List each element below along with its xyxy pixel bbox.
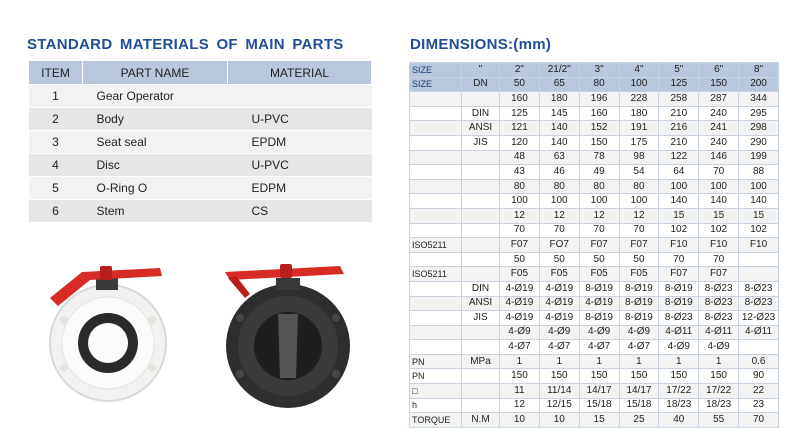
table-row [410, 238, 779, 253]
material [228, 85, 372, 108]
row-sublabel [462, 325, 500, 340]
dimension-cell: 140 [539, 121, 579, 136]
row-label: PN [410, 369, 462, 384]
row-label [410, 179, 462, 194]
dimension-cell: 150 [699, 369, 739, 384]
dimension-cell: 100 [500, 194, 540, 209]
dimension-cell: 80 [619, 179, 659, 194]
row-sublabel [462, 340, 500, 355]
dimension-cell: 8-Ø23 [699, 311, 739, 326]
table-row [410, 165, 779, 180]
dimension-cell: 70 [699, 165, 739, 180]
table-row [410, 77, 779, 92]
dimension-cell: 55 [699, 413, 739, 428]
row-sublabel [462, 398, 500, 413]
dimension-cell: 4-Ø19 [539, 281, 579, 296]
dimension-cell: 140 [739, 194, 779, 209]
dimensions-title: DIMENSIONS:(mm) [410, 36, 552, 53]
dimension-cell: 15/18 [579, 398, 619, 413]
dimension-cell: 8-Ø19 [619, 311, 659, 326]
row-label: ISO5211 [410, 238, 462, 253]
dimension-cell: 1 [500, 354, 540, 369]
dimension-cell: 12/15 [539, 398, 579, 413]
dimension-cell: 14/17 [579, 384, 619, 399]
dimension-cell: 12 [500, 208, 540, 223]
dimension-cell: F07 [659, 267, 699, 282]
table-row [410, 63, 779, 78]
dimension-cell: F05 [539, 267, 579, 282]
row-label [410, 252, 462, 267]
dimension-cell: 12 [619, 208, 659, 223]
table-row [29, 85, 372, 108]
dimension-cell: 4-Ø7 [539, 340, 579, 355]
row-sublabel [462, 369, 500, 384]
dimension-cell: 11/14 [539, 384, 579, 399]
dimension-cell [739, 340, 779, 355]
dimension-cell: 4-Ø7 [619, 340, 659, 355]
dimension-cell: 54 [619, 165, 659, 180]
materials-table [28, 60, 372, 223]
row-sublabel: MPa [462, 354, 500, 369]
dimension-cell: 140 [539, 135, 579, 150]
dimension-cell: 70 [500, 223, 540, 238]
row-label [410, 92, 462, 107]
dimension-cell: 4-Ø11 [699, 325, 739, 340]
dimension-cell: 4-Ø9 [579, 325, 619, 340]
row-sublabel: JIS [462, 311, 500, 326]
dimension-cell: 102 [699, 223, 739, 238]
row-sublabel [462, 238, 500, 253]
dimension-cell: 15/18 [619, 398, 659, 413]
dimension-cell: 120 [500, 135, 540, 150]
dimension-cell: 228 [619, 92, 659, 107]
header-material: MATERIAL [228, 61, 372, 85]
dimension-cell: 12-Ø23 [739, 311, 779, 326]
dimension-cell: 150 [659, 369, 699, 384]
item-number: 5 [29, 177, 83, 200]
dimension-cell: 10 [500, 413, 540, 428]
dimension-cell: 152 [579, 121, 619, 136]
materials-header-row [29, 61, 372, 85]
dimension-cell: 15 [579, 413, 619, 428]
dimension-cell: 4" [619, 63, 659, 78]
dimension-cell: 15 [659, 208, 699, 223]
row-label: □ [410, 384, 462, 399]
dimension-cell: 1 [579, 354, 619, 369]
dimension-cell: 4-Ø9 [699, 340, 739, 355]
item-number: 3 [29, 131, 83, 154]
dimension-cell: 8-Ø23 [739, 281, 779, 296]
dimension-cell: 100 [579, 194, 619, 209]
table-row [410, 121, 779, 136]
white-valve-illustration [50, 266, 166, 401]
row-label: TORQUE [410, 413, 462, 428]
dimension-cell: 70 [659, 252, 699, 267]
dimension-cell: F05 [619, 267, 659, 282]
dimension-cell: 1 [619, 354, 659, 369]
dimension-cell: 290 [739, 135, 779, 150]
dimension-cell: 100 [699, 179, 739, 194]
dimension-cell: 344 [739, 92, 779, 107]
table-row [410, 311, 779, 326]
dimension-cell: 180 [619, 106, 659, 121]
table-row [29, 177, 372, 200]
dimension-cell: 196 [579, 92, 619, 107]
dimension-cell: 100 [619, 77, 659, 92]
dimension-cell: 180 [539, 92, 579, 107]
row-sublabel [462, 384, 500, 399]
dimension-cell: 258 [659, 92, 699, 107]
row-sublabel: DN [462, 77, 500, 92]
row-sublabel [462, 267, 500, 282]
row-label [410, 223, 462, 238]
dimension-cell: 298 [739, 121, 779, 136]
dimension-cell: 8-Ø23 [699, 296, 739, 311]
dimension-cell: 50 [500, 252, 540, 267]
material: U-PVC [228, 108, 372, 131]
row-label: PN [410, 354, 462, 369]
row-sublabel [462, 150, 500, 165]
dimension-cell: 70 [579, 223, 619, 238]
dimension-cell: 122 [659, 150, 699, 165]
dimension-cell: 100 [739, 179, 779, 194]
material: U-PVC [228, 154, 372, 177]
part-name: Stem [83, 200, 228, 223]
dimension-cell [739, 267, 779, 282]
dimension-cell: 22 [739, 384, 779, 399]
dimension-cell: 12 [539, 208, 579, 223]
row-label [410, 194, 462, 209]
dimension-cell: 199 [739, 150, 779, 165]
dimension-cell: 240 [699, 135, 739, 150]
dimension-cell: 78 [579, 150, 619, 165]
row-label: SIZE [410, 77, 462, 92]
dimension-cell: 102 [739, 223, 779, 238]
dimension-cell: 46 [539, 165, 579, 180]
dimension-cell: 50 [500, 77, 540, 92]
table-row [410, 369, 779, 384]
dimension-cell: 17/22 [699, 384, 739, 399]
table-row [410, 296, 779, 311]
dimension-cell: 4-Ø11 [739, 325, 779, 340]
dimension-cell: F07 [619, 238, 659, 253]
dimension-cell: 21/2" [539, 63, 579, 78]
dimension-cell: 8-Ø19 [619, 281, 659, 296]
dimension-cell: 90 [739, 369, 779, 384]
dimension-cell: 70 [539, 223, 579, 238]
row-sublabel [462, 165, 500, 180]
row-label [410, 281, 462, 296]
row-sublabel [462, 92, 500, 107]
dimension-cell: 100 [619, 194, 659, 209]
table-row [410, 340, 779, 355]
dimension-cell: 4-Ø19 [539, 311, 579, 326]
dimension-cell: 146 [699, 150, 739, 165]
row-sublabel: ANSI [462, 296, 500, 311]
dimension-cell: 4-Ø9 [619, 325, 659, 340]
table-row [410, 135, 779, 150]
table-row [29, 108, 372, 131]
dimension-cell: 145 [539, 106, 579, 121]
dimension-cell: 8-Ø23 [659, 311, 699, 326]
dimension-cell: 191 [619, 121, 659, 136]
dimension-cell: F10 [739, 238, 779, 253]
table-row [410, 281, 779, 296]
dimension-cell: 150 [619, 369, 659, 384]
dimension-cell: 4-Ø11 [659, 325, 699, 340]
dimension-cell: 4-Ø9 [500, 325, 540, 340]
material: EPDM [228, 131, 372, 154]
dimension-cell: 102 [659, 223, 699, 238]
dimension-cell: 210 [659, 135, 699, 150]
dimension-cell: 8-Ø19 [579, 311, 619, 326]
table-row [29, 131, 372, 154]
dimension-cell: 150 [579, 369, 619, 384]
row-sublabel [462, 179, 500, 194]
row-label [410, 165, 462, 180]
dimension-cell: 8-Ø19 [659, 296, 699, 311]
table-row [410, 252, 779, 267]
table-row [410, 354, 779, 369]
material: CS [228, 200, 372, 223]
dimension-cell: F10 [659, 238, 699, 253]
row-sublabel: " [462, 63, 500, 78]
dimension-cell: 4-Ø19 [500, 296, 540, 311]
butterfly-valves-illustration [40, 258, 360, 408]
dimension-cell: 140 [699, 194, 739, 209]
table-row [410, 325, 779, 340]
dimension-cell: 80 [579, 77, 619, 92]
dimension-cell: 150 [579, 135, 619, 150]
row-label [410, 106, 462, 121]
table-row [410, 223, 779, 238]
dimension-cell: 8-Ø19 [619, 296, 659, 311]
row-sublabel [462, 194, 500, 209]
material: EDPM [228, 177, 372, 200]
dimension-cell: 49 [579, 165, 619, 180]
dimension-cell: 125 [500, 106, 540, 121]
dimension-cell: 80 [500, 179, 540, 194]
dimension-cell: F05 [500, 267, 540, 282]
row-label [410, 325, 462, 340]
table-row [410, 106, 779, 121]
dimension-cell: 43 [500, 165, 540, 180]
dimension-cell: 14/17 [619, 384, 659, 399]
row-label [410, 208, 462, 223]
black-valve-illustration [225, 264, 350, 408]
dimension-cell: 150 [539, 369, 579, 384]
dimension-cell: 2" [500, 63, 540, 78]
table-row [29, 200, 372, 223]
dimension-cell: 1 [539, 354, 579, 369]
dimension-cell: 70 [739, 413, 779, 428]
dimension-cell: 80 [539, 179, 579, 194]
dimension-cell: 100 [539, 194, 579, 209]
table-row [410, 398, 779, 413]
dimension-cell: 48 [500, 150, 540, 165]
item-number: 4 [29, 154, 83, 177]
dimension-cell: 8-Ø19 [579, 281, 619, 296]
dimension-cell: 4-Ø19 [579, 296, 619, 311]
dimension-cell: 160 [579, 106, 619, 121]
dimension-cell: 65 [539, 77, 579, 92]
dimension-cell: 15 [739, 208, 779, 223]
row-label [410, 340, 462, 355]
item-number: 2 [29, 108, 83, 131]
table-row [410, 150, 779, 165]
dimension-cell: 140 [659, 194, 699, 209]
dimension-cell: 23 [739, 398, 779, 413]
dimension-cell: 8" [739, 63, 779, 78]
row-label [410, 135, 462, 150]
materials-title: STANDARD MATERIALS OF MAIN PARTS [27, 36, 344, 53]
dimension-cell: 1 [659, 354, 699, 369]
dimension-cell: 8-Ø23 [699, 281, 739, 296]
dimension-cell: 5" [659, 63, 699, 78]
table-row [410, 179, 779, 194]
dimension-cell: 4-Ø19 [500, 281, 540, 296]
dimension-cell: 210 [659, 106, 699, 121]
row-label [410, 150, 462, 165]
dimension-cell: F05 [579, 267, 619, 282]
row-sublabel: ANSI [462, 121, 500, 136]
dimension-cell: F07 [699, 267, 739, 282]
dimension-cell: 64 [659, 165, 699, 180]
part-name: Disc [83, 154, 228, 177]
dimensions-table [409, 62, 779, 428]
row-label [410, 311, 462, 326]
dimension-cell: 160 [500, 92, 540, 107]
item-number: 1 [29, 85, 83, 108]
dimension-cell: 8-Ø23 [739, 296, 779, 311]
dimension-cell: 6" [699, 63, 739, 78]
table-row [29, 154, 372, 177]
dimension-cell: 100 [659, 179, 699, 194]
table-row [410, 208, 779, 223]
row-sublabel [462, 223, 500, 238]
dimension-cell: 63 [539, 150, 579, 165]
dimension-cell: 295 [739, 106, 779, 121]
table-row [410, 384, 779, 399]
part-name: Body [83, 108, 228, 131]
dimension-cell: 17/22 [659, 384, 699, 399]
dimension-cell: 121 [500, 121, 540, 136]
row-sublabel: DIN [462, 281, 500, 296]
dimension-cell: 200 [739, 77, 779, 92]
table-row [410, 194, 779, 209]
dimension-cell: FO7 [539, 238, 579, 253]
dimension-cell: 150 [699, 77, 739, 92]
dimension-cell: 18/23 [659, 398, 699, 413]
dimension-cell: 4-Ø19 [500, 311, 540, 326]
dimension-cell: 25 [619, 413, 659, 428]
dimension-cell: 15 [699, 208, 739, 223]
dimension-cell: 287 [699, 92, 739, 107]
dimension-cell: 40 [659, 413, 699, 428]
dimension-cell: 175 [619, 135, 659, 150]
part-name: Seat seal [83, 131, 228, 154]
dimension-cell: 4-Ø19 [539, 296, 579, 311]
table-row [410, 92, 779, 107]
dimension-cell: 50 [579, 252, 619, 267]
dimension-cell: 1 [699, 354, 739, 369]
header-part-name: PART NAME [83, 61, 228, 85]
dimension-cell: 70 [699, 252, 739, 267]
dimension-cell: 241 [699, 121, 739, 136]
dimension-cell: 0.6 [739, 354, 779, 369]
dimension-cell: 11 [500, 384, 540, 399]
row-label: SIZE [410, 63, 462, 78]
row-label [410, 121, 462, 136]
dimension-cell: 216 [659, 121, 699, 136]
header-item: ITEM [29, 61, 83, 85]
dimension-cell: 50 [619, 252, 659, 267]
row-label [410, 296, 462, 311]
dimension-cell [739, 252, 779, 267]
dimension-cell: 88 [739, 165, 779, 180]
dimension-cell: 150 [500, 369, 540, 384]
dimension-cell: 12 [500, 398, 540, 413]
dimension-cell: 80 [579, 179, 619, 194]
dimension-cell: 4-Ø7 [579, 340, 619, 355]
table-row [410, 267, 779, 282]
dimension-cell: F07 [579, 238, 619, 253]
dimension-cell: F07 [500, 238, 540, 253]
item-number: 6 [29, 200, 83, 223]
dimension-cell: 3" [579, 63, 619, 78]
dimension-cell: 8-Ø19 [659, 281, 699, 296]
dimension-cell: F10 [699, 238, 739, 253]
dimension-cell: 50 [539, 252, 579, 267]
dimension-cell: 4-Ø7 [500, 340, 540, 355]
row-sublabel [462, 252, 500, 267]
dimension-cell: 70 [619, 223, 659, 238]
dimension-cell: 12 [579, 208, 619, 223]
row-sublabel: DIN [462, 106, 500, 121]
part-name: O-Ring O [83, 177, 228, 200]
dimension-cell: 10 [539, 413, 579, 428]
dimension-cell: 240 [699, 106, 739, 121]
dimension-cell: 4-Ø9 [659, 340, 699, 355]
dimension-cell: 4-Ø9 [539, 325, 579, 340]
dimension-cell: 125 [659, 77, 699, 92]
part-name: Gear Operator [83, 85, 228, 108]
dimension-cell: 18/23 [699, 398, 739, 413]
row-sublabel: N.M [462, 413, 500, 428]
table-row [410, 413, 779, 428]
row-sublabel [462, 208, 500, 223]
row-sublabel: JIS [462, 135, 500, 150]
row-label: h [410, 398, 462, 413]
row-label: ISO5211 [410, 267, 462, 282]
dimension-cell: 98 [619, 150, 659, 165]
